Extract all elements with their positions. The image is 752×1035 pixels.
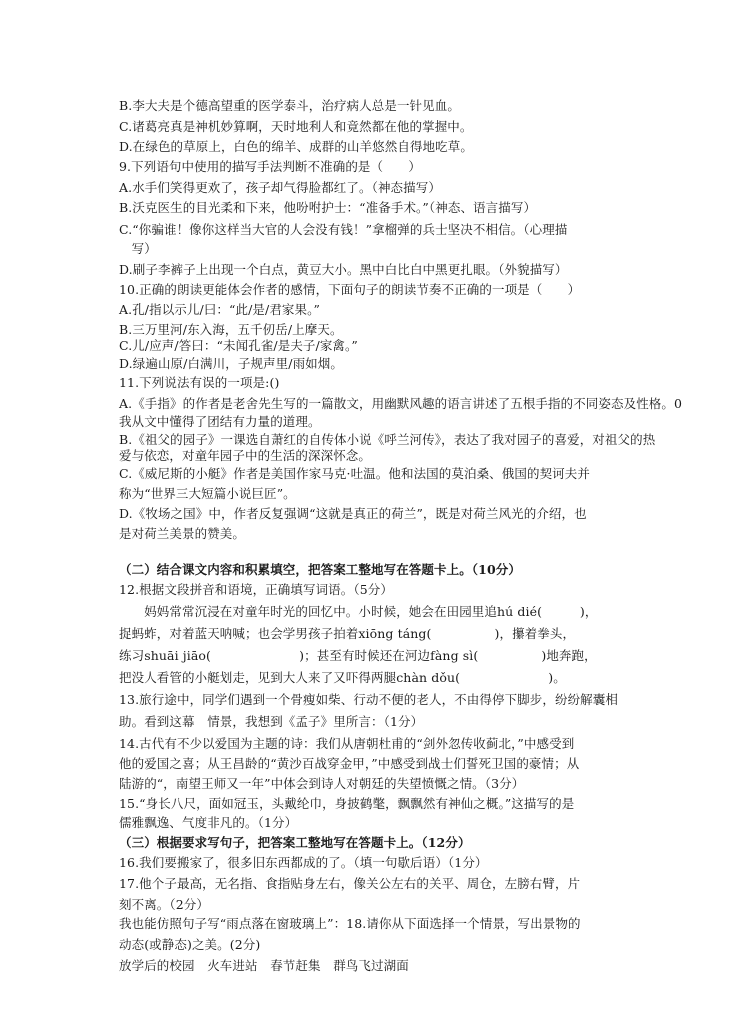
text-line-l16: A.《手指》的作者是老舍先生写的一篇散文，用幽默风趣的语言讲述了五根手指的不同姿态及性格。0 (119, 396, 683, 411)
text-line-l26: 妈妈常常沉浸在对童年时光的回忆中。小时候，她会在田园里追hú dié( )， (119, 604, 598, 619)
text-line-l18: B.《祖父的园子》一课选自萧红的自传体小说《呼兰河传》，表达了我对园子的喜爱，对祖父的热 (119, 432, 656, 447)
text-line-l30: 13.旅行途中，同学们遇到一个骨瘦如柴、行动不便的老人，不由得停下脚步，纷纷解囊相 (119, 692, 618, 707)
text-line-l24: （二）结合课文内容和积累填空，把答案工整地写在答题卡上。（10分） (119, 562, 521, 577)
text-line-l33: 他的爱国之喜；从王昌龄的“黄沙百战穿金甲，”中感受到战士们誓死卫国的豪情；从 (119, 756, 580, 771)
text-line-l39: 17.他个子最高，无名指、食指贴身左右，像关公左右的关平、周仓，左膀右臂，片 (119, 876, 581, 891)
text-line-l32: 14.古代有不少以爱国为主题的诗：我们从唐朝杜甫的“剑外忽传收蓟北，”中感受到 (119, 736, 575, 751)
text-line-l36: 儒雅飘逸、气度非凡的。（1分） (119, 815, 298, 830)
text-line-l40: 刻不离。（2分） (119, 897, 210, 912)
text-line-l09: D.刷子李裤子上出现一个白点，黄豆大小。黑中白比白中黑更扎眼。（外貌描写） (119, 262, 568, 277)
text-line-l10: 10.正确的朗读更能体会作者的感情，下面句子的朗读节奏不正确的一项是（ ） (119, 282, 581, 297)
text-line-l15: 11.下列说法有误的一项是:() (119, 375, 280, 390)
text-line-l23: 是对荷兰美景的赞美。 (119, 526, 246, 541)
text-line-l04: 9.下列语句中使用的描写手法判断不准确的是（ ） (119, 159, 421, 174)
text-line-l28: 练习shuāi jiāo( )；甚至有时候还在河边fàng sì( )地奔跑， (119, 648, 597, 663)
text-line-l43: 放学后的校园 火车进站 春节赶集 群鸟飞过湖面 (119, 958, 409, 973)
text-line-l37: （三）根据要求写句子，把答案工整地写在答题卡上。（12分） (119, 835, 471, 850)
text-line-l19: 爱与依恋，对童年园子中的生活的深深怀念。 (119, 448, 372, 463)
text-line-l02: C.诸葛亮真是神机妙算啊，天时地利人和竟然都在他的掌握中。 (119, 119, 473, 134)
text-line-l27: 捉蚂蚱，对着蓝天呐喊；也会学男孩子拍着xiōng táng( )，攥着拳头， (119, 626, 576, 641)
text-line-l29: 把没人看管的小艇划走，见到大人来了又吓得两腿chàn dǒu( )。 (119, 670, 566, 685)
text-line-l12: B.三万里河/东入海，五千仞岳/上摩天。 (119, 322, 343, 337)
text-line-l03: D.在绿色的草原上，白色的绵羊、成群的山羊悠然自得地吃草。 (119, 139, 473, 154)
text-line-l42: 动态(或静态)之美。(2分) (119, 937, 261, 952)
text-line-l35: 15.“身长八尺，面如冠玉，头戴纶巾，身披鹤氅，飘飘然有神仙之概。”这描写的是 (119, 796, 575, 811)
text-line-l14: D.绿遍山原/白满川，子规声里/雨如烟。 (119, 356, 343, 371)
text-line-l05: A.水手们笑得更欢了，孩子却气得脸都红了。（神态描写） (119, 180, 441, 195)
text-line-l31: 助。看到这幕 情景，我想到《孟子》里所言：（1分） (119, 714, 424, 729)
text-line-l21: 称为“世界三大短篇小说巨匠”。 (119, 486, 296, 501)
text-line-l11: A.孔/指以示儿/曰：“此/是/君家果。” (119, 302, 320, 317)
text-line-l13: C.儿/应声/答曰：“未闻孔雀/是夫子/家禽。” (119, 338, 358, 353)
text-line-l17: 我从文中懂得了团结有力量的道理。 (119, 414, 321, 429)
text-line-l01: B.李大夫是个德高望重的医学泰斗，治疗病人总是一针见血。 (119, 98, 460, 113)
text-line-l06: B.沃克医生的目光柔和下来，他吩咐护士：“准备手术。”（神态、语言描写） (119, 200, 537, 215)
text-line-l25: 12.根据文段拼音和语境，正确填写词语。（5分） (119, 582, 393, 597)
text-line-l38: 16.我们要搬家了，很多旧东西都成的了。（填一句歇后语）（1分） (119, 855, 488, 870)
text-line-l20: C.《威尼斯的小艇》作者是美国作家马克·吐温。他和法国的莫泊桑、俄国的契诃夫并 (119, 466, 590, 481)
text-line-l22: D.《牧场之国》中，作者反复强调“这就是真正的荷兰”，既是对荷兰风光的介绍，也 (119, 506, 587, 521)
text-line-l41: 我也能仿照句子写“雨点落在窗玻璃上”：18.请你从下面选择一个情景，写出景物的 (119, 916, 581, 931)
text-line-l07: C.“你骗谁！像你这样当大官的人会没有钱！”拿榴弹的兵士坚决不相信。（心理描 (119, 222, 568, 237)
text-line-l34: 陆游的“，南望王师又一年”中体会到诗人对朝廷的失望愤慨之情。（3分） (119, 776, 525, 791)
text-line-l08: 写） (119, 241, 157, 256)
